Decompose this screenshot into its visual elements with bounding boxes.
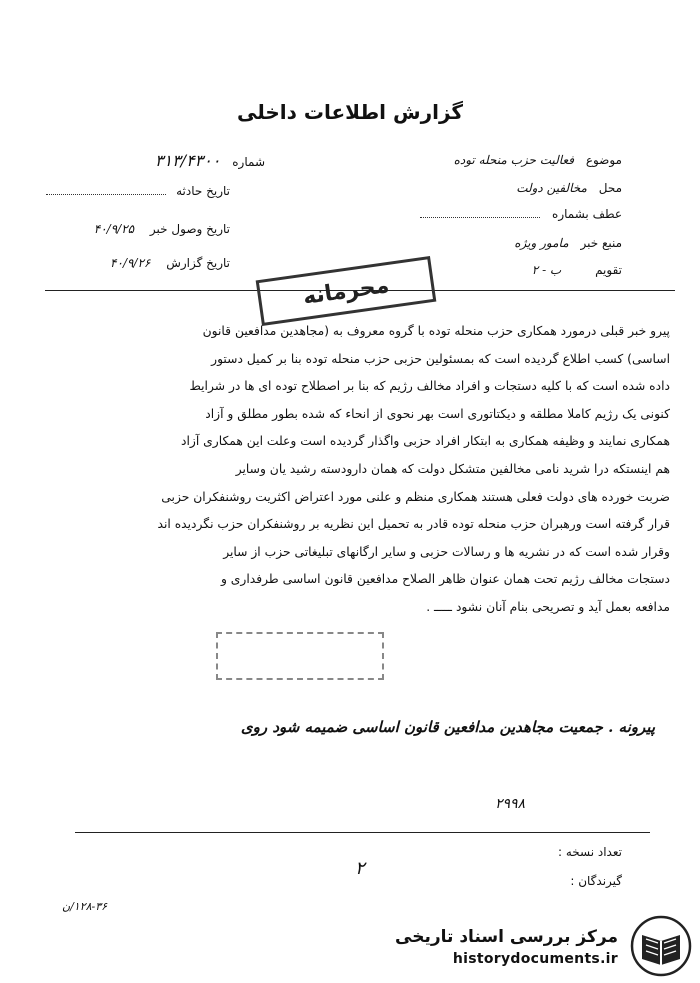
body-line: مدافعه بعمل آید و تصریحی بنام آنان نشود ـــــ . <box>426 599 670 614</box>
news-date-value: ۴۰/۹/۲۵ <box>93 222 135 236</box>
incident-date-label: تاریخ حادثه <box>176 184 230 198</box>
rating-value: ب - ۲ <box>531 263 562 277</box>
copies-label: تعداد نسخه : <box>557 845 622 859</box>
body-line: داده شده است که با کلیه دستجات و افراد مخالف رژیم که بنا بر اصطلاح توده ای ها در شرایط <box>189 379 670 394</box>
location-row <box>516 181 622 195</box>
number-label: شماره <box>232 155 265 169</box>
body-line: هم اینستکه درا شرید نامی مخالفین متشکل دولت که همان دارودسته رشید یان وسایر <box>235 461 670 476</box>
number-row <box>155 151 265 170</box>
watermark-url: historydocuments.ir <box>452 951 618 967</box>
rating-label: تقویم <box>595 263 622 277</box>
document-code: ۱۲۸-۳۶/ن <box>62 900 108 913</box>
location-label: محل <box>598 181 622 195</box>
subject-label: موضوع <box>585 153 622 167</box>
handwritten-note: پیرونه . جمعیت مجاهدین مدافعین قانون اساسی ضمیمه شود روی <box>240 718 655 736</box>
reference-label: عطف بشماره <box>552 207 622 221</box>
body-line: پیرو خبر قبلی درمورد همکاری حزب منحله توده با گروه معروف به (مجاهدین مدافعین قانون <box>202 324 670 338</box>
secret-stamp-text: محرمانه <box>301 272 391 310</box>
report-date-label: تاریخ گزارش <box>166 256 230 270</box>
news-date-row <box>94 222 230 236</box>
footer-divider <box>75 832 650 833</box>
rating-row <box>532 263 622 277</box>
body-line: اساسی) کسب اطلاع گردیده است که بمسئولین حزبی حزب منحله توده بنا بر کمیل دستور <box>211 351 670 366</box>
report-date-row <box>110 256 230 270</box>
reference-row <box>420 207 622 221</box>
subject-row <box>454 153 622 167</box>
recipients-mark: ۲ <box>355 858 365 879</box>
watermark-title: مرکز بررسی اسناد تاریخی <box>395 927 618 947</box>
reference-blank <box>420 217 540 218</box>
body-line: وقرار شده است که در نشریه ها و رسالات حزبی و سایر ارگانهای تبلیغاتی حزب از سایر <box>223 544 670 559</box>
source-row <box>514 236 622 250</box>
handwritten-number: ۲۹۹۸ <box>495 796 526 812</box>
body-line: همکاری نمایند و وظیفه همکاری به ابتکار افراد حزبی واگذار گردیده است وعلت این همکاری آزاد <box>181 434 670 449</box>
body-line: قرار گرفته است ورهبران حزب منحله توده قادر به تحمیل این نظریه بر روشنفکران حزب نگردیده اند <box>157 517 670 532</box>
location-value: مخالفین دولت <box>516 181 587 195</box>
source-value: مامور ویژه <box>514 236 569 250</box>
recipients-label: گیرندگان : <box>570 874 622 888</box>
body-line: کنونی یک رژیم کاملا مطلقه و دیکتاتوری است بهر نحوی از انحاء که شده بطور مطلق و آزاد <box>205 406 670 421</box>
number-value: ۳۱۳/۴۳۰۰ <box>154 151 221 170</box>
source-label: منبع خبر <box>580 236 622 250</box>
report-body <box>40 318 670 622</box>
page-title: گزارش اطلاعات داخلی <box>236 100 464 124</box>
faded-stamp <box>216 632 384 680</box>
book-logo-icon <box>630 915 692 977</box>
body-line: دستجات مخالف رژیم تحت همان عنوان ظاهر الصلاح مدافعین قانون اساسی طرفداری و <box>220 572 670 587</box>
body-line: ضربت خورده های دولت فعلی هستند همکاری منظم و علنی مورد اعتراض اکثریت روشنفکران حزبی <box>161 489 670 504</box>
news-date-label: تاریخ وصول خبر <box>149 222 230 236</box>
incident-date-blank <box>46 194 166 195</box>
subject-value: فعالیت حزب منحله توده <box>453 153 574 167</box>
secret-stamp <box>256 256 437 326</box>
incident-date-row <box>46 184 230 198</box>
report-date-value: ۴۰/۹/۲۶ <box>110 256 151 270</box>
